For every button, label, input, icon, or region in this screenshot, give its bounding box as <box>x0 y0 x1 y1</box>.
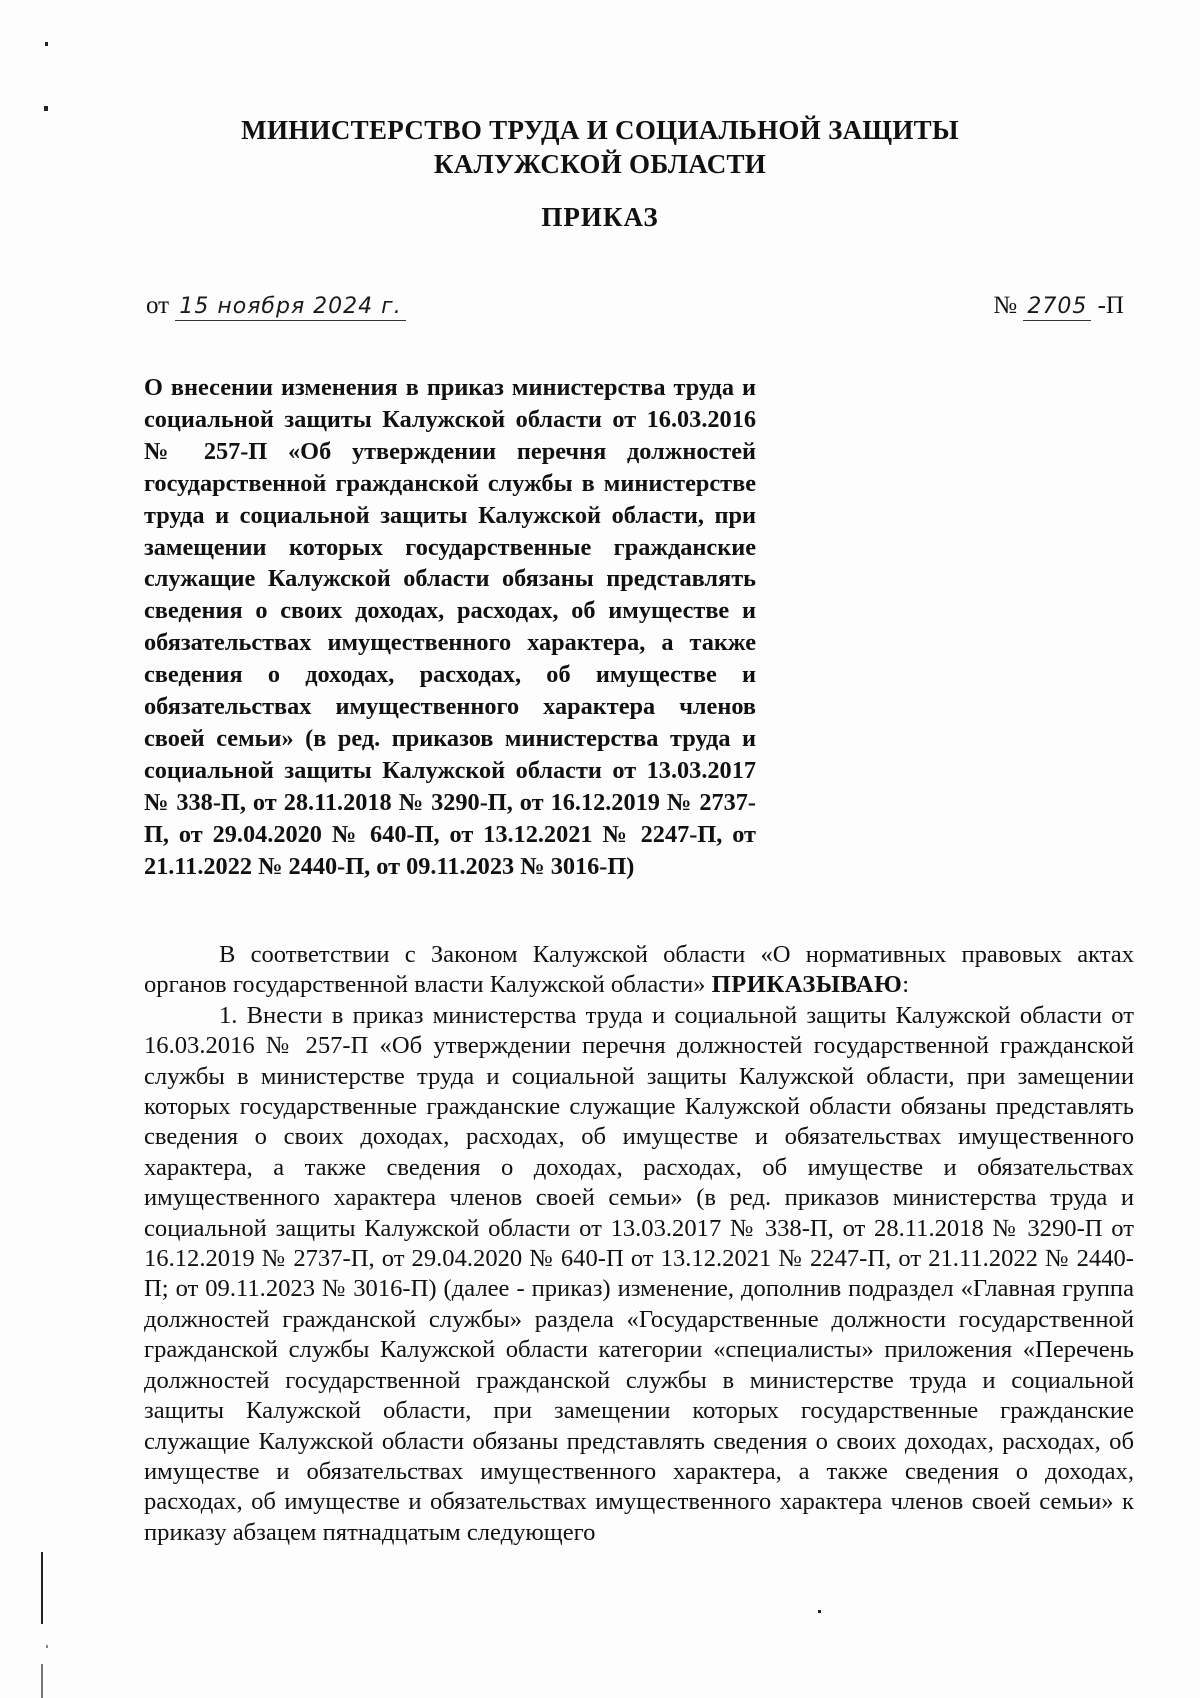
scan-speck <box>44 106 48 111</box>
scan-speck <box>46 1645 48 1648</box>
handwritten-number: 2705 <box>1023 294 1091 321</box>
scan-speck <box>818 1610 821 1613</box>
intro-paragraph <box>144 940 1134 1001</box>
ministry-name <box>0 113 1200 181</box>
ministry-name-line-1: МИНИСТЕРСТВО ТРУДА И СОЦИАЛЬНОЙ ЗАЩИТЫ <box>241 115 959 145</box>
number-prefix: № <box>993 292 1018 319</box>
document-type-title: ПРИКАЗ <box>541 202 659 232</box>
order-body <box>144 940 1134 1548</box>
handwritten-date: 15 ноября 2024 г. <box>175 294 405 321</box>
intro-colon: : <box>902 971 910 999</box>
order-number <box>993 292 1124 320</box>
scan-margin-line <box>41 1664 43 1698</box>
order-date <box>146 292 406 320</box>
scan-speck <box>45 42 48 46</box>
intro-text: В соответствии с Законом Калужской области «О нормативных правовых актах органов государственной власти Калужской области» <box>144 941 1134 999</box>
scan-margin-line <box>41 1552 43 1624</box>
order-verb: ПРИКАЗЫВАЮ <box>711 971 903 999</box>
date-prefix: от <box>146 292 170 319</box>
paragraph-1: 1. Внести в приказ министерства труда и социальной защиты Калужской области от 16.03.2016 № 257-П «Об утверждении перечня должностей государственной гражданской службы в министерстве труда и социальной защиты Калужской области, при замещении которых государственные гражданские служащие Калужской области обязаны представлять сведения о своих доходах, расходах, об имуществе и обязательствах имущественного характера, а также сведения о доходах, расходах, об имуществе и обязательствах имущественного характера членов своей семьи» (в ред. приказов министерства труда и социальной защиты Калужской области от 13.03.2017 № 338-П, от 28.11.2018 № 3290-П от 16.12.2019 № 2737-П, от 29.04.2020 № 640-П от 13.12.2021 № 2247-П, от 21.11.2022 № 2440-П; от 09.11.2023 № 3016-П) (далее - приказ) изменение, дополнив подраздел «Главная группа должностей гражданской службы» раздела «Государственные должности государственной гражданской службы Калужской области категории «специалисты» приложения «Перечень должностей государственной гражданской службы в министерстве труда и социальной защиты Калужской области, при замещении которых государственные гражданские служащие Калужской области обязаны представлять сведения о своих доходах, расходах, об имуществе и обязательствах имущественного характера, а также сведения о доходах, расходах, об имуществе и обязательствах имущественного характера членов своей семьи» к приказу абзацем пятнадцатым следующего <box>144 1001 1134 1546</box>
number-suffix: -П <box>1097 292 1124 319</box>
ministry-name-line-2: КАЛУЖСКОЙ ОБЛАСТИ <box>433 149 767 179</box>
order-subject-preamble: О внесении изменения в приказ министерства труда и социальной защиты Калужской области от 16.03.2016 № 257-П «Об утверждении перечня должностей государственной гражданской службы в министерстве труда и социальной защиты Калужской области, при замещении которых государственные гражданские служащие Калужской области обязаны представлять сведения о своих доходах, расходах, об имуществе и обязательствах имущественного характера, а также сведения о доходах, расходах, об имуществе и обязательствах имущественного характера членов своей семьи» (в ред. приказов министерства труда и социальной защиты Калужской области от 13.03.2017 № 338-П, от 28.11.2018 № 3290-П, от 16.12.2019 № 2737-П, от 29.04.2020 № 640-П, от 13.12.2021 № 2247-П, от 21.11.2022 № 2440-П, от 09.11.2023 № 3016-П) <box>144 374 756 880</box>
